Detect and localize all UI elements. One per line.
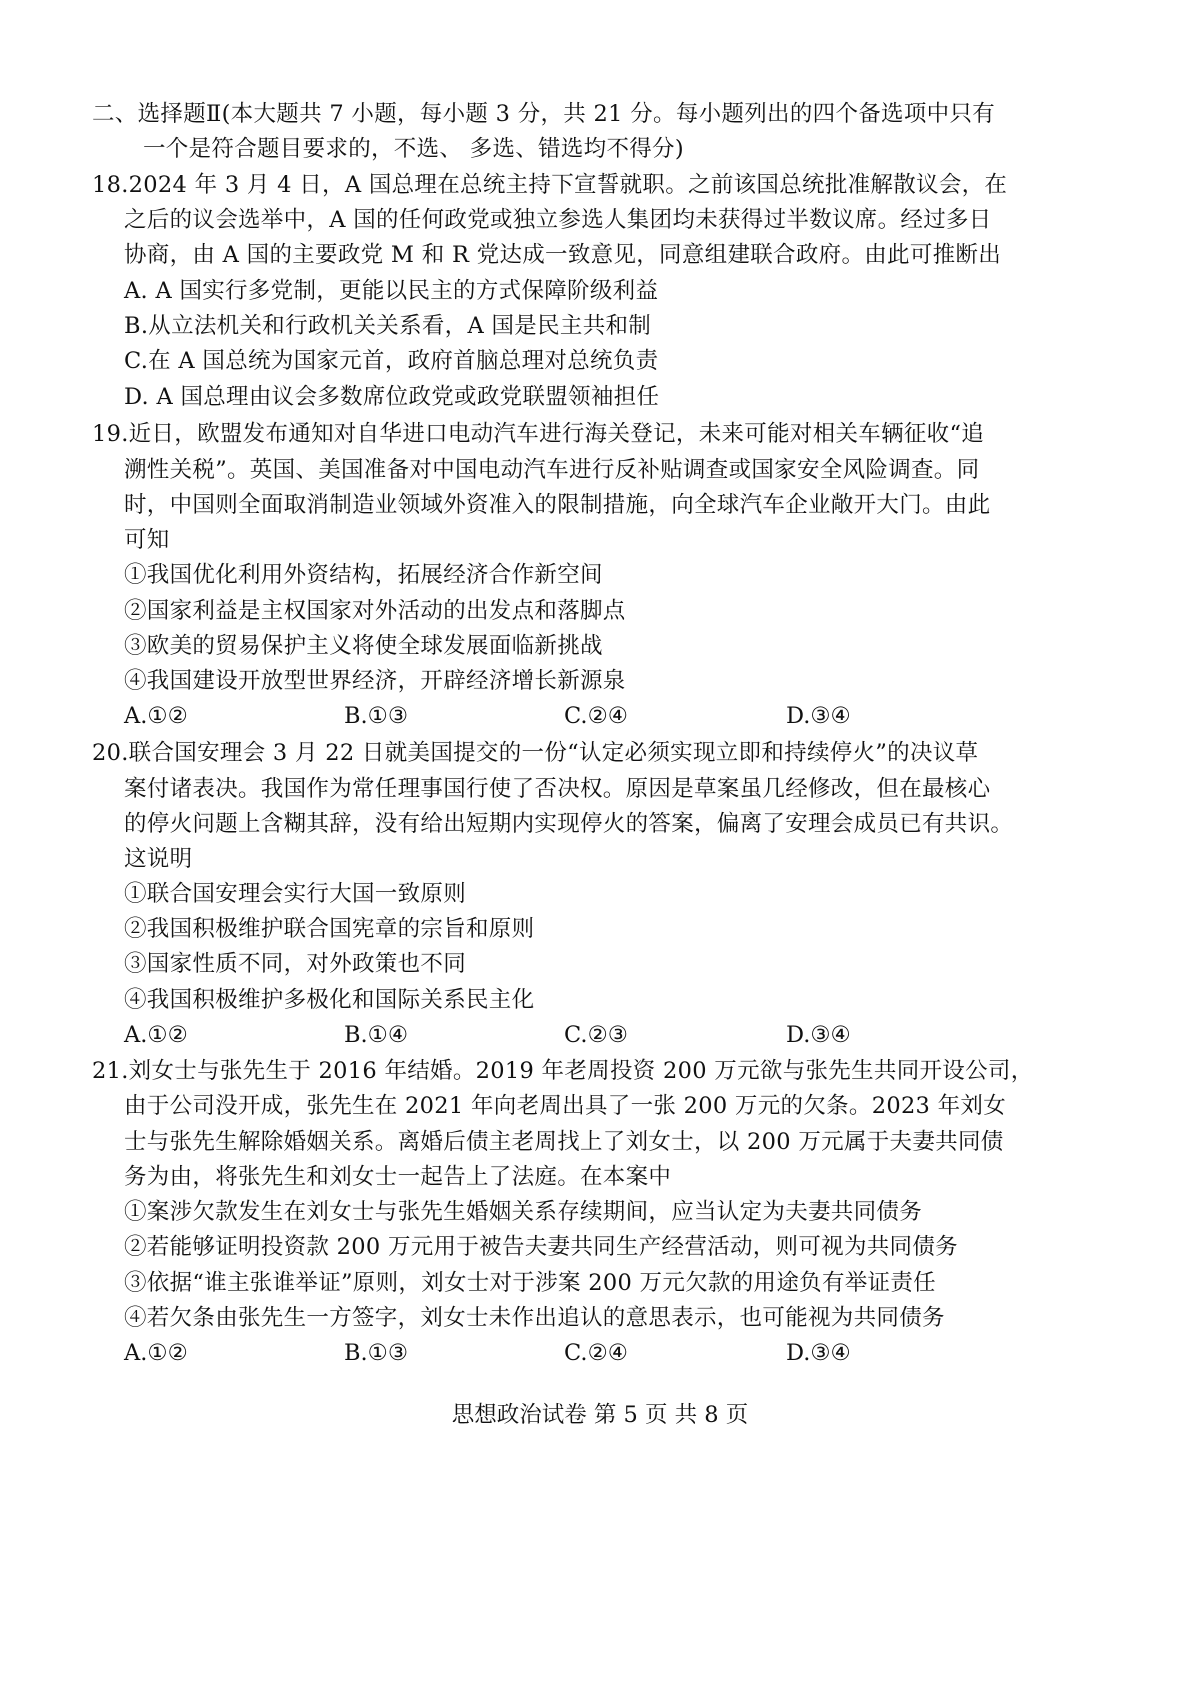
question-stem-line: 这说明: [124, 846, 193, 872]
statement-1: ①联合国安理会实行大国一致原则: [124, 881, 467, 907]
statement-1: ①案涉欠款发生在刘女士与张先生婚姻关系存续期间，应当认定为夫妻共同债务: [124, 1199, 923, 1225]
choice-d: D.③④: [786, 1022, 851, 1048]
statement-4: ④我国积极维护多极化和国际关系民主化: [124, 987, 535, 1013]
question-stem-line: 可知: [124, 527, 170, 553]
answer-choices: [124, 1335, 924, 1371]
choice-d: D.③④: [786, 703, 851, 729]
question-stem-line: 士与张先生解除婚姻关系。离婚后债主老周找上了刘女士，以 200 万元属于夫妻共同债: [124, 1129, 1004, 1155]
question-stem-line: 由于公司没开成，张先生在 2021 年向老周出具了一张 200 万元的欠条。2023 年刘女: [124, 1093, 1007, 1119]
statement-2: ②若能够证明投资款 200 万元用于被告夫妻共同生产经营活动，则可视为共同债务: [124, 1234, 958, 1260]
question-stem-line: 溯性关税”。英国、美国准备对中国电动汽车进行反补贴调查或国家安全风险调查。同: [124, 457, 980, 483]
statement-4: ④我国建设开放型世界经济，开辟经济增长新源泉: [124, 668, 626, 694]
question-stem-line: 18.2024 年 3 月 4 日，A 国总理在总统主持下宣誓就职。之前该国总统批准解散议会，在: [92, 172, 1008, 198]
answer-choices: [124, 1017, 924, 1053]
section-heading-line2: 一个是符合题目要求的，不选、 多选、错选均不得分): [143, 136, 684, 162]
choice-a: A.①②: [124, 1340, 188, 1366]
question-stem-line: 务为由，将张先生和刘女士一起告上了法庭。在本案中: [124, 1164, 672, 1190]
choice-d: D.③④: [786, 1340, 851, 1366]
option-a: A. A 国实行多党制，更能以民主的方式保障阶级利益: [124, 278, 659, 304]
statement-1: ①我国优化利用外资结构，拓展经济合作新空间: [124, 562, 603, 588]
choice-b: B.①④: [344, 1022, 409, 1048]
statement-3: ③依据“谁主张谁举证”原则，刘女士对于涉案 200 万元欠款的用途负有举证责任: [124, 1270, 936, 1296]
question-stem-line: 案付诸表决。我国作为常任理事国行使了否决权。原因是草案虽几经修改，但在最核心: [124, 776, 991, 802]
choice-c: C.②③: [564, 1022, 628, 1048]
option-c: C.在 A 国总统为国家元首，政府首脑总理对总统负责: [124, 348, 659, 374]
question-stem-line: 协商，由 A 国的主要政党 M 和 R 党达成一致意见，同意组建联合政府。由此可推断出: [124, 242, 1002, 268]
option-b: B.从立法机关和行政机关关系看，A 国是民主共和制: [124, 313, 652, 339]
question-stem-line: 19.近日，欧盟发布通知对自华进口电动汽车进行海关登记，未来可能对相关车辆征收“追: [92, 421, 985, 447]
statement-2: ②国家利益是主权国家对外活动的出发点和落脚点: [124, 598, 626, 624]
choice-b: B.①③: [344, 1340, 409, 1366]
page-footer: 思想政治试卷 第 5 页 共 8 页: [451, 1402, 749, 1428]
question-stem-line: 时，中国则全面取消制造业领域外资准入的限制措施，向全球汽车企业敞开大门。由此: [124, 492, 991, 518]
answer-choices: [124, 698, 924, 734]
choice-c: C.②④: [564, 1340, 628, 1366]
statement-4: ④若欠条由张先生一方签字，刘女士未作出追认的意思表示，也可能视为共同债务: [124, 1305, 945, 1331]
option-d: D. A 国总理由议会多数席位政党或政党联盟领袖担任: [124, 384, 660, 410]
section-heading-line1: 二、选择题Ⅱ(本大题共 7 小题，每小题 3 分，共 21 分。每小题列出的四个备选项中只有: [92, 101, 996, 127]
choice-a: A.①②: [124, 1022, 188, 1048]
question-stem-line: 的停火问题上含糊其辞，没有给出短期内实现停火的答案，偏离了安理会成员已有共识。: [124, 811, 1014, 837]
choice-b: B.①③: [344, 703, 409, 729]
choice-c: C.②④: [564, 703, 628, 729]
question-stem-line: 21.刘女士与张先生于 2016 年结婚。2019 年老周投资 200 万元欲与张先生共同开设公司，: [92, 1058, 1034, 1084]
choice-a: A.①②: [124, 703, 188, 729]
statement-3: ③国家性质不同，对外政策也不同: [124, 951, 467, 977]
statement-2: ②我国积极维护联合国宪章的宗旨和原则: [124, 916, 535, 942]
statement-3: ③欧美的贸易保护主义将使全球发展面临新挑战: [124, 633, 603, 659]
question-stem-line: 20.联合国安理会 3 月 22 日就美国提交的一份“认定必须实现立即和持续停火”的决议草: [92, 740, 979, 766]
question-stem-line: 之后的议会选举中，A 国的任何政党或独立参选人集团均未获得过半数议席。经过多日: [124, 207, 992, 233]
